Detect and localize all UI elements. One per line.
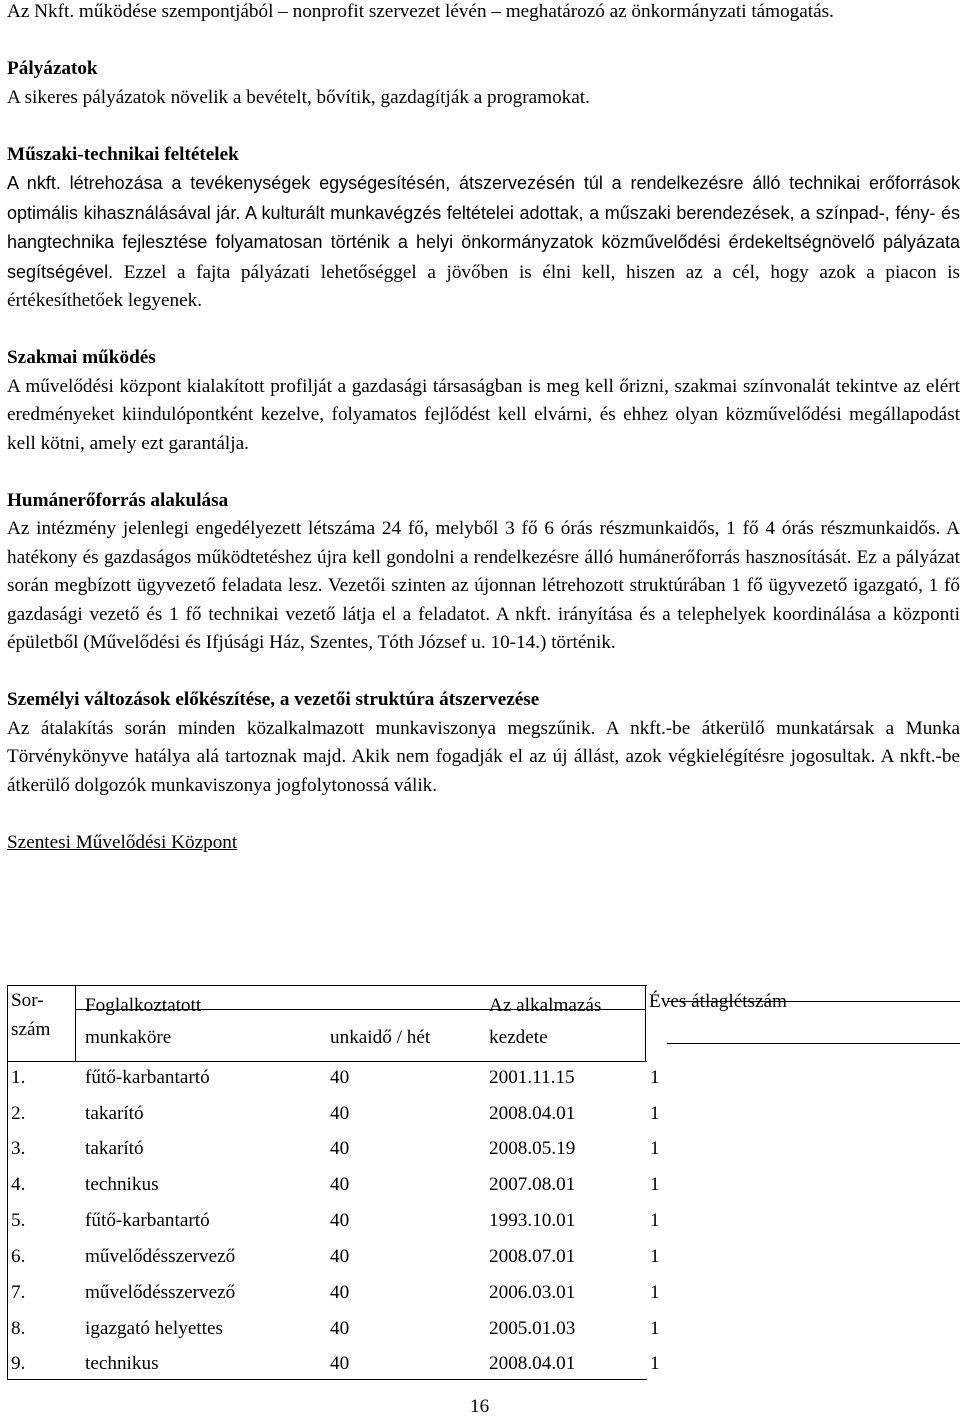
row-job: technikus	[85, 1174, 159, 1195]
palyazatok-paragraph: A sikeres pályázatok növelik a bevételt, bővítik, gazdagítják a programokat.	[7, 86, 590, 108]
row-job: igazgató helyettes	[85, 1318, 223, 1339]
row-job: művelődésszervező	[85, 1282, 236, 1303]
header-munkakor-2: munkaköre	[85, 1027, 172, 1048]
row-start: 2005.01.03	[489, 1318, 576, 1339]
row-number: 8.	[11, 1318, 26, 1339]
header-kezdet-1: Az alkalmazás	[489, 995, 602, 1016]
row-job: technikus	[85, 1353, 159, 1374]
row-start: 1993.10.01	[489, 1210, 576, 1231]
table-divider-header-bottom	[7, 1061, 647, 1062]
row-count: 1	[650, 1282, 660, 1303]
row-number: 2.	[11, 1103, 26, 1124]
table-divider-col-letszam	[645, 985, 646, 1061]
intro-paragraph: Az Nkft. működése szempontjából – nonprofit szervezet lévén – meghatározó az önkormányzati támogatás.	[7, 1, 834, 22]
row-hours: 40	[330, 1353, 350, 1374]
section-heading-humaneroforras: Humánerőforrás alakulása	[7, 489, 229, 511]
row-job: takarító	[85, 1103, 144, 1124]
row-hours: 40	[330, 1103, 350, 1124]
row-start: 2008.07.01	[489, 1246, 576, 1267]
row-job: fűtő-karbantartó	[85, 1210, 210, 1231]
table-divider-col1	[75, 985, 76, 1061]
muszaki-text-sans: A nkft. létrehozása a tevékenységek egységesítésén, átszervezésén túl a rendelkezésre álló technikai erőforrások optimális kihasználásával jár. A kulturált munkavégzés feltételei adottak, a műszaki berendezések, a színpad-, fény- és hangtechnika fejlesztése folyamatosan történik a helyi önkormányzatok közművelődési érdekeltségnövelő pályázata segítségével.	[7, 173, 960, 282]
row-start: 2008.04.01	[489, 1353, 576, 1374]
row-number: 3.	[11, 1138, 26, 1159]
table-border-top	[7, 985, 647, 986]
row-number: 4.	[11, 1174, 26, 1195]
row-count: 1	[650, 1174, 660, 1195]
header-sorszam-1: Sor-	[11, 990, 44, 1011]
table-letszam-border-bottom	[667, 1043, 960, 1044]
row-count: 1	[650, 1103, 660, 1124]
document-page	[7, 0, 960, 1374]
header-munkakor-1: Foglalkoztatott	[85, 995, 202, 1016]
header-munkaido: unkaidő / hét	[330, 1027, 431, 1048]
header-kezdet-2: kezdete	[489, 1027, 548, 1048]
header-sorszam-2: szám	[11, 1019, 51, 1040]
section-heading-szemelyi: Személyi változások előkészítése, a vezetői struktúra átszervezése	[7, 689, 540, 710]
row-start: 2001.11.15	[489, 1067, 575, 1088]
section-heading-szakmai: Szakmai működés	[7, 347, 156, 368]
row-number: 1.	[11, 1067, 26, 1088]
row-hours: 40	[330, 1318, 350, 1339]
table-border-bottom	[7, 1379, 647, 1380]
section-heading-muszaki: Műszaki-technikai feltételek	[7, 143, 239, 165]
row-number: 5.	[11, 1210, 26, 1231]
muszaki-text-serif: Ezzel a fajta pályázati lehetőséggel a jövőben is élni kell, hiszen az a cél, hogy azok a piacon is értékesíthetőek legyenek.	[7, 261, 960, 311]
row-count: 1	[650, 1210, 660, 1231]
humaneroforras-paragraph: Az intézmény jelenlegi engedélyezett létszáma 24 fő, melyből 3 fő 6 órás részmunkaidős, 1 fő 4 órás részmunkaidős. A hatékony és gazdaságos működtetéshez újra kell gondolni a rendelkezésre álló humánerőforrás hasznosítását. Ez a pályázat során megbízott ügyvezető feladata lesz. Vezetői szinten az újonnan létrehozott struktúrában 1 fő ügyvezető igazgató, 1 fő gazdasági vezető és 1 fő technikai vezető látja el a feladatot. A nkft. irányítása és a telephelyek koordinálása a központi épületből (Művelődési és Ifjúsági Ház, Szentes, Tóth József u. 10-14.) történik.	[7, 518, 960, 653]
szemelyi-paragraph: Az átalakítás során minden közalkalmazott munkaviszonya megszűnik. A nkft.-be átkerülő munkatársak a Munka Törvénykönyve hatálya alá tartoznak majd. Akik nem fogadják el az új állást, azok végkielégítésre jogosultak. A nkft.-be átkerülő dolgozók munkaviszonya jogfolytonossá válik.	[7, 717, 960, 796]
staff-table	[7, 985, 960, 1380]
szakmai-paragraph: A művelődési központ kialakított profilját a gazdasági társaságban is meg kell őrizni, szakmai színvonalát tekintve az elért eredményeket kiindulópontként kezelve, folyamatos fejlődést kell elvárni, és ehhez olyan közművelődési megállapodást kell kötni, amely ezt garantálja.	[7, 375, 960, 454]
row-job: fűtő-karbantartó	[85, 1067, 210, 1088]
row-count: 1	[650, 1353, 660, 1374]
row-hours: 40	[330, 1210, 350, 1231]
row-hours: 40	[330, 1282, 350, 1303]
page-number: 16	[470, 1396, 490, 1417]
row-start: 2007.08.01	[489, 1174, 576, 1195]
row-count: 1	[650, 1138, 660, 1159]
row-number: 9.	[11, 1353, 26, 1374]
row-hours: 40	[330, 1067, 350, 1088]
row-hours: 40	[330, 1138, 350, 1159]
row-count: 1	[650, 1318, 660, 1339]
row-hours: 40	[330, 1246, 350, 1267]
row-start: 2008.04.01	[489, 1103, 576, 1124]
row-start: 2008.05.19	[489, 1138, 576, 1159]
row-job: művelődésszervező	[85, 1246, 236, 1267]
row-job: takarító	[85, 1138, 144, 1159]
row-count: 1	[650, 1067, 660, 1088]
section-heading-palyazatok: Pályázatok	[7, 58, 98, 79]
table-border-left	[7, 985, 8, 1380]
table-title: Szentesi Művelődési Központ	[7, 831, 238, 853]
row-number: 7.	[11, 1282, 26, 1303]
header-letszam: Éves átlaglétszám	[649, 991, 787, 1012]
row-number: 6.	[11, 1246, 26, 1267]
row-hours: 40	[330, 1174, 350, 1195]
row-count: 1	[650, 1246, 660, 1267]
muszaki-paragraph	[7, 169, 960, 316]
row-start: 2006.03.01	[489, 1282, 576, 1303]
